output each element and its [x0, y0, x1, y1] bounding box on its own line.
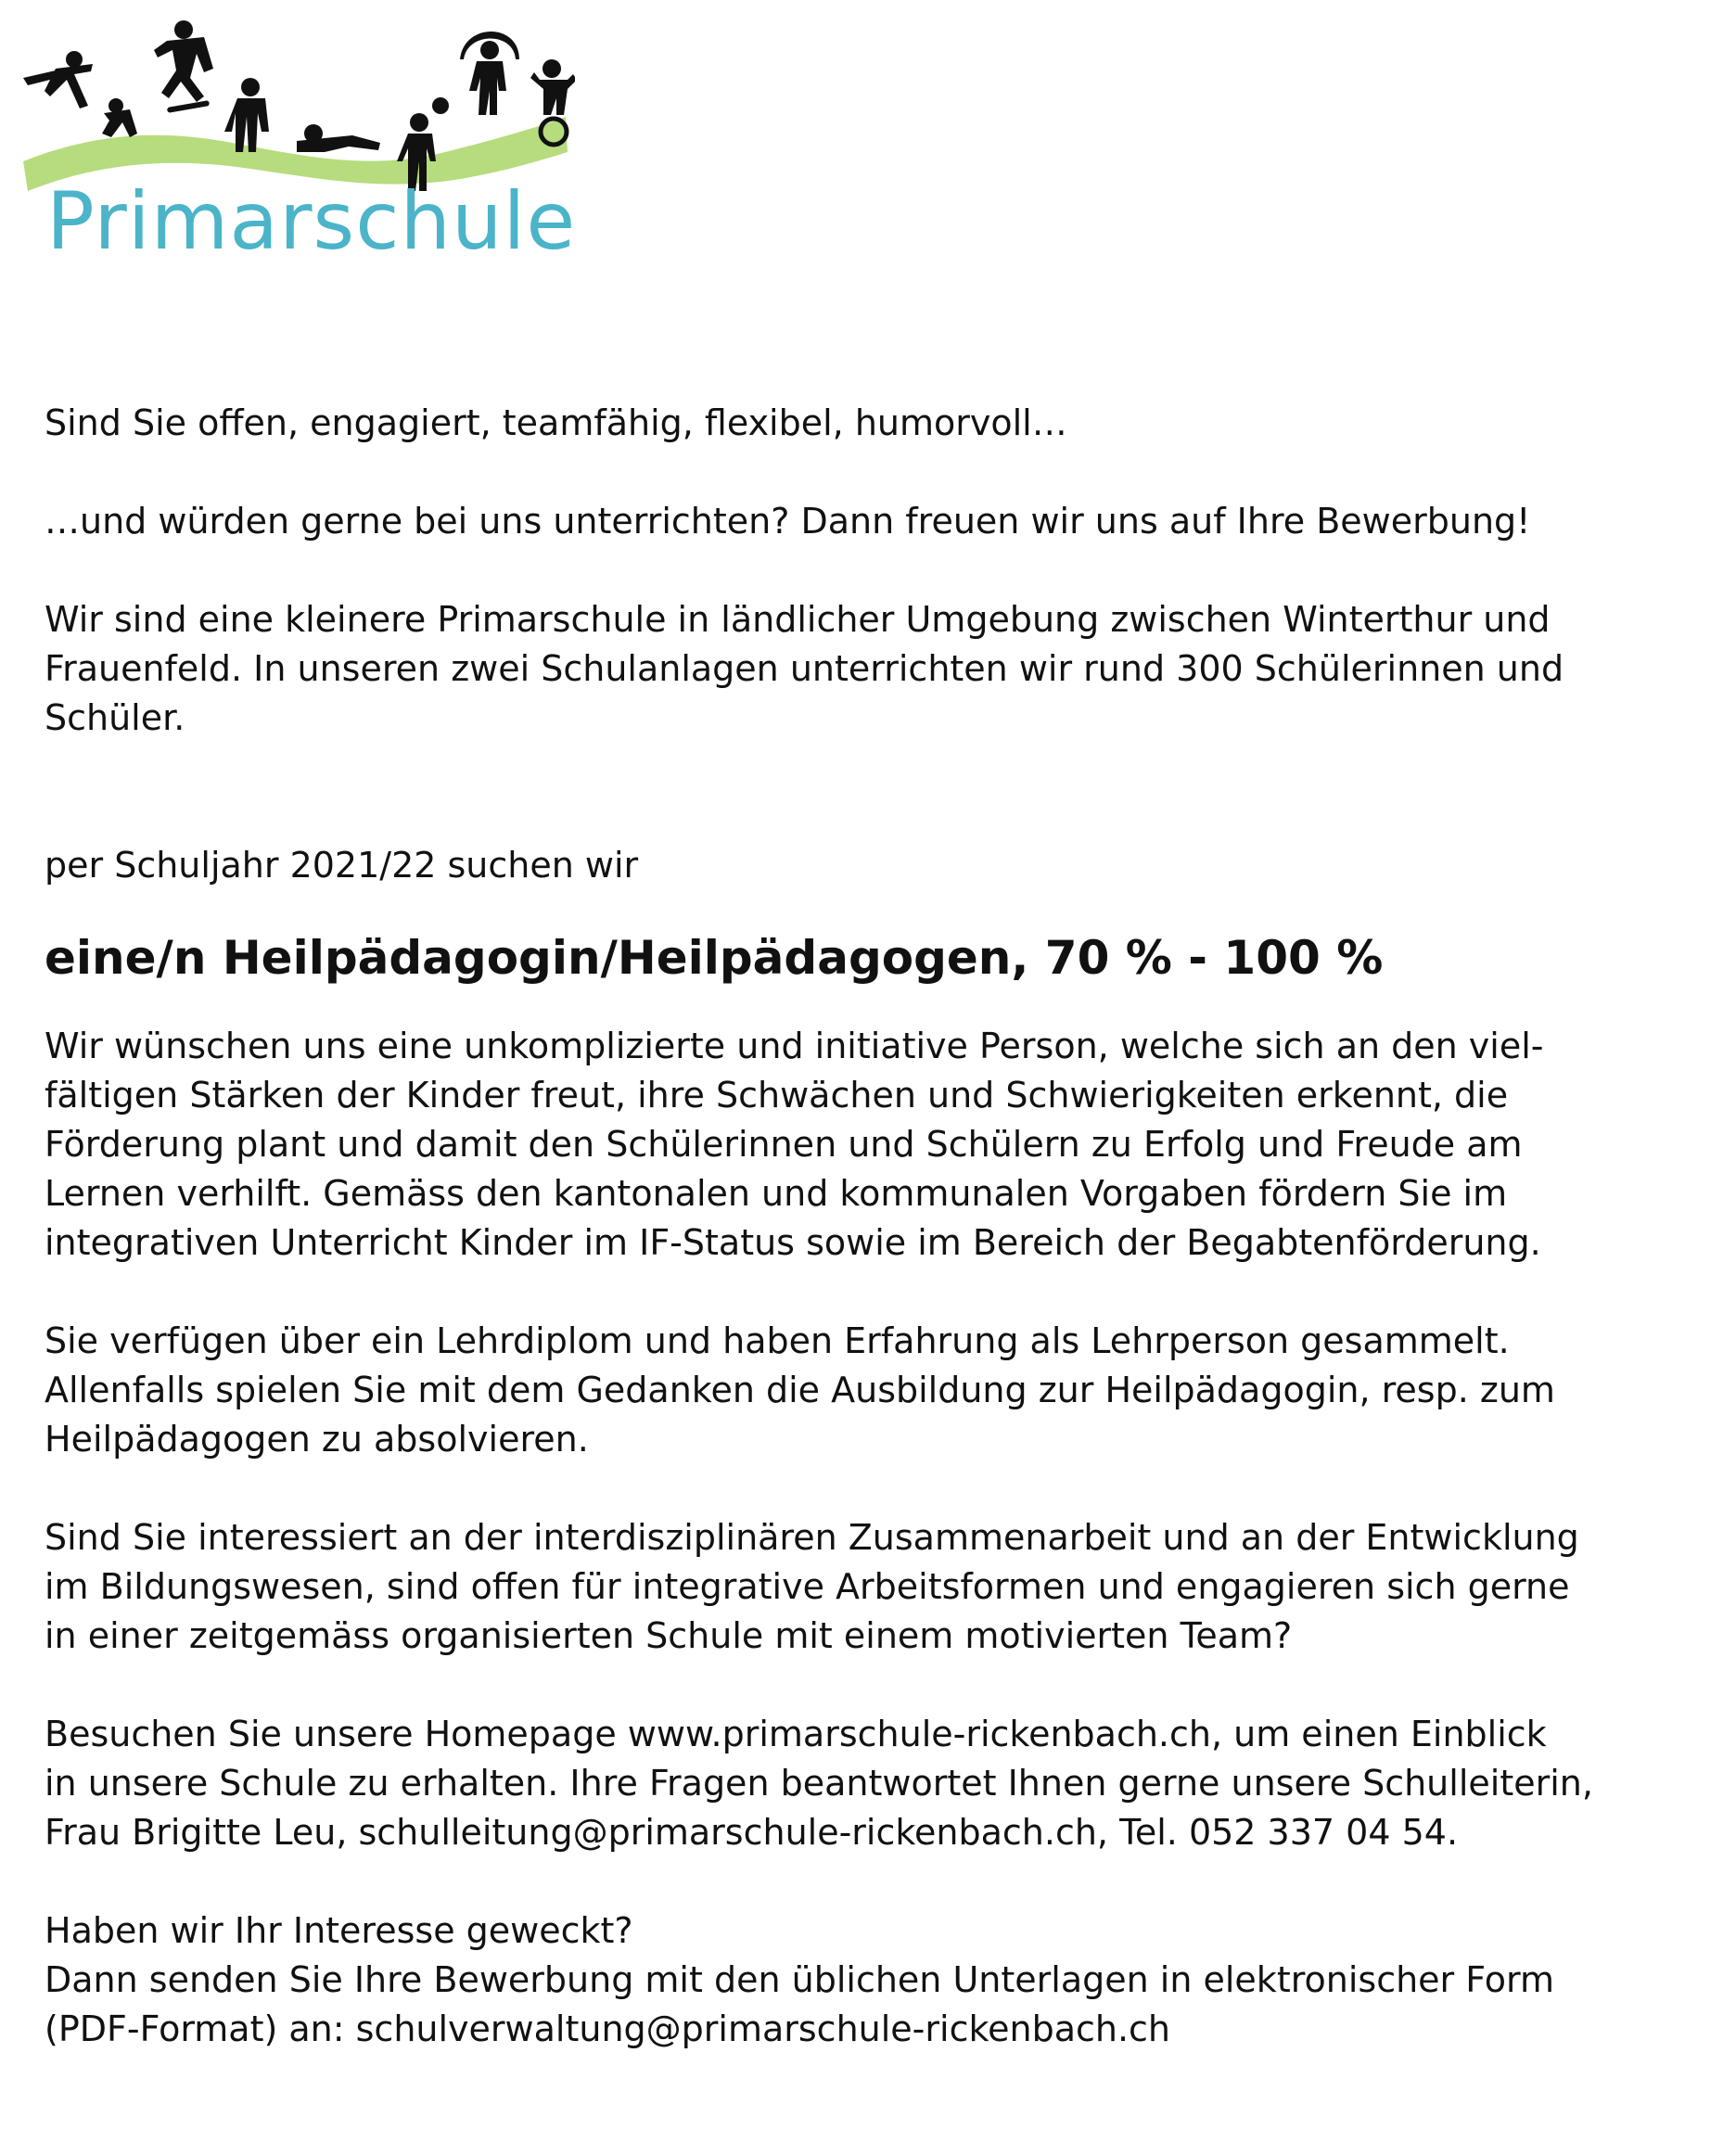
intro-question: Sind Sie offen, engagiert, teamfähig, flexibel, humorvoll… — [45, 402, 1067, 443]
intro-followup: …und würden gerne bei uns unterrichten? Dann freuen wir uns auf Ihre Bewerbung! — [45, 501, 1531, 542]
school-logo — [19, 13, 577, 268]
position-title: eine/n Heilpädagogin/Heilpädagogen, 70 % - 100 % — [45, 931, 1384, 985]
closing-question: Haben wir Ihr Interesse geweckt? — [45, 1910, 633, 1951]
interest-paragraph: Sind Sie interessiert an der interdisziplinären Zusammenarbeit und an der Entwicklung im Bildungswesen, sind offen für integrative Arbeitsformen und engagieren sich gerne in einer zeitgemäss organisierten Schule mit einem motivierten Team? — [45, 1517, 1579, 1656]
job-posting-content — [45, 399, 1704, 2054]
profile-paragraph: Wir wünschen uns eine unkomplizierte und initiative Person, welche sich an den viel- fältigen Stärken der Kinder freut, ihre Schwächen und Schwierigkeiten erkennt, die Förderung plant und damit den Schülerinnen und Schülern zu Erfolg und Freude am Lernen verhilft. Gemäss den kantonalen und kommunalen Vorgaben fördern Sie im integrativen Unterricht Kinder im IF-Status sowie im Bereich der Begabtenförderung. — [45, 1026, 1544, 1263]
application-paragraph: Dann senden Sie Ihre Bewerbung mit den üblichen Unterlagen in elektronischer Form (PDF-Format) an: schulverwaltung@primarschule-rickenbach.ch — [45, 1959, 1554, 2049]
contact-paragraph: Besuchen Sie unsere Homepage www.primarschule-rickenbach.ch, um einen Einblick in unsere Schule zu erhalten. Ihre Fragen beantwortet Ihnen gerne unsere Schulleiterin, Frau Brigitte Leu, schulleitung@primarschule-rickenbach.ch, Tel. 052 337 04 54. — [45, 1714, 1593, 1853]
qualification-paragraph: Sie verfügen über ein Lehrdiplom und haben Erfahrung als Lehrperson gesammelt. Allenfalls spielen Sie mit dem Gedanken die Ausbildung zur Heilpädagogin, resp. zum Heilpädagogen zu absolvieren. — [45, 1320, 1555, 1460]
school-description: Wir sind eine kleinere Primarschule in ländlicher Umgebung zwischen Winterthur und Frauenfeld. In unseren zwei Schulanlagen unterrichten wir rund 300 Schülerinnen und Schüler. — [45, 599, 1564, 738]
logo-wordmark: Primarschule — [46, 175, 577, 268]
search-intro: per Schuljahr 2021/22 suchen wir — [45, 845, 639, 886]
